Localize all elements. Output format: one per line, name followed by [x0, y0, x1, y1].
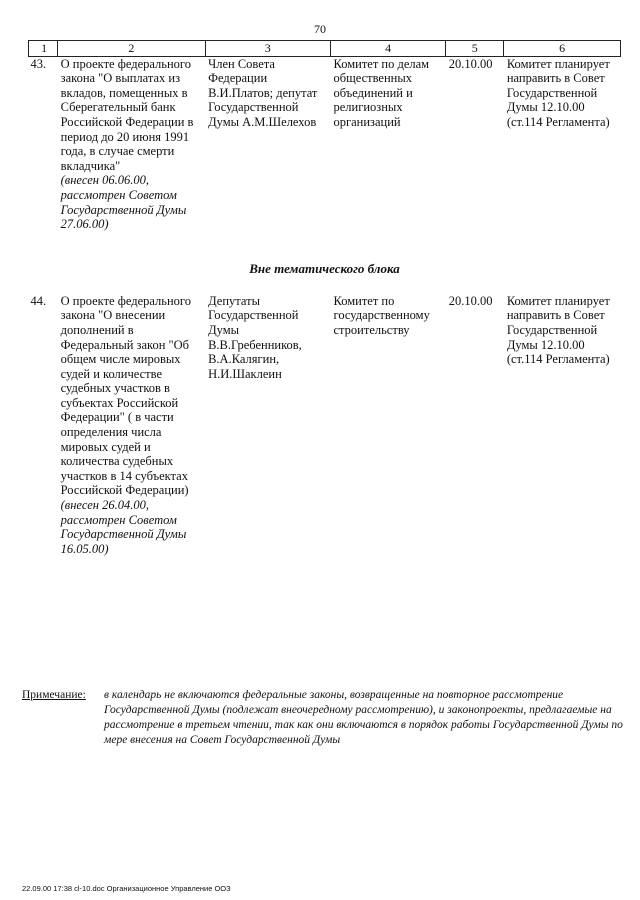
column-header: 1 [29, 41, 58, 57]
column-header: 3 [205, 41, 330, 57]
column-header: 5 [446, 41, 504, 57]
column-header: 2 [58, 41, 205, 57]
date-cell: 20.10.00 [448, 56, 493, 71]
spacer-row [29, 286, 621, 294]
row-number: 44. [30, 293, 47, 308]
note-cell: Комитет планирует направить в Совет Государственной Думы 12.10.00 (ст.114 Регламента) [506, 56, 610, 129]
authors-cell: Член Совета Федерации В.И.Платов; депутат Государственной Думы А.М.Шелехов [208, 56, 318, 129]
note-text: в календарь не включаются федеральные законы, возвращенные на повторное рассмотрение Государственной Думы (подлежат внеочередному рассмотрению), и законопроекты, предлагаемые на рассмотрение в третьем чтении, так как они включаются в порядок работы Государственной Думы по мере внесения на Совет Государственной Думы [104, 689, 623, 746]
spacer-row [29, 232, 621, 262]
footer-text: 22.09.00 17:38 cl-10.doc Организационное Управление ООЗ [22, 884, 231, 893]
section-title: Вне тематического блока [249, 260, 400, 276]
committee-cell: Комитет по государственному строительству [333, 293, 430, 337]
bill-meta: (внесен 06.06.00, рассмотрен Советом Государственной Думы 27.06.00) [60, 173, 187, 232]
table-row [29, 294, 621, 557]
bill-meta: (внесен 26.04.00, рассмотрен Советом Государственной Думы 16.05.00) [60, 498, 187, 556]
bill-title: О проекте федерального закона "О внесении дополнений в Федеральный закон "Об общем числе мировых судей и количестве судебных участков в субъектах Российской Федерации" ( в части определения числа мировых судей и количества судебных участков в 14 субъектах Российской Федерации) [60, 293, 191, 498]
section-title-row [29, 262, 621, 286]
bill-cell [58, 294, 205, 557]
date-cell: 20.10.00 [448, 293, 493, 308]
column-number-row [29, 41, 621, 57]
row-number: 43. [30, 56, 47, 71]
note-cell: Комитет планирует направить в Совет Государственной Думы 12.10.00 (ст.114 Регламента) [506, 293, 610, 367]
bills-table [28, 40, 621, 556]
page-number: 70 [314, 22, 326, 36]
table-row [29, 56, 621, 232]
committee-cell: Комитет по делам общественных объединений и религиозных организаций [333, 56, 430, 129]
note-label: Примечание: [22, 689, 86, 701]
bill-title: О проекте федерального закона "О выплатах из вкладов, помещенных в Сберегательный банк Российской Федерации в период до 20 июня 1991 года, в случае смерти вкладчика" [60, 56, 194, 173]
column-header: 6 [504, 41, 621, 57]
column-header: 4 [331, 41, 446, 57]
bill-cell [58, 56, 205, 232]
authors-cell: Депутаты Государственной Думы В.В.Гребенников, В.А.Калягин, Н.И.Шаклеин [208, 293, 302, 381]
